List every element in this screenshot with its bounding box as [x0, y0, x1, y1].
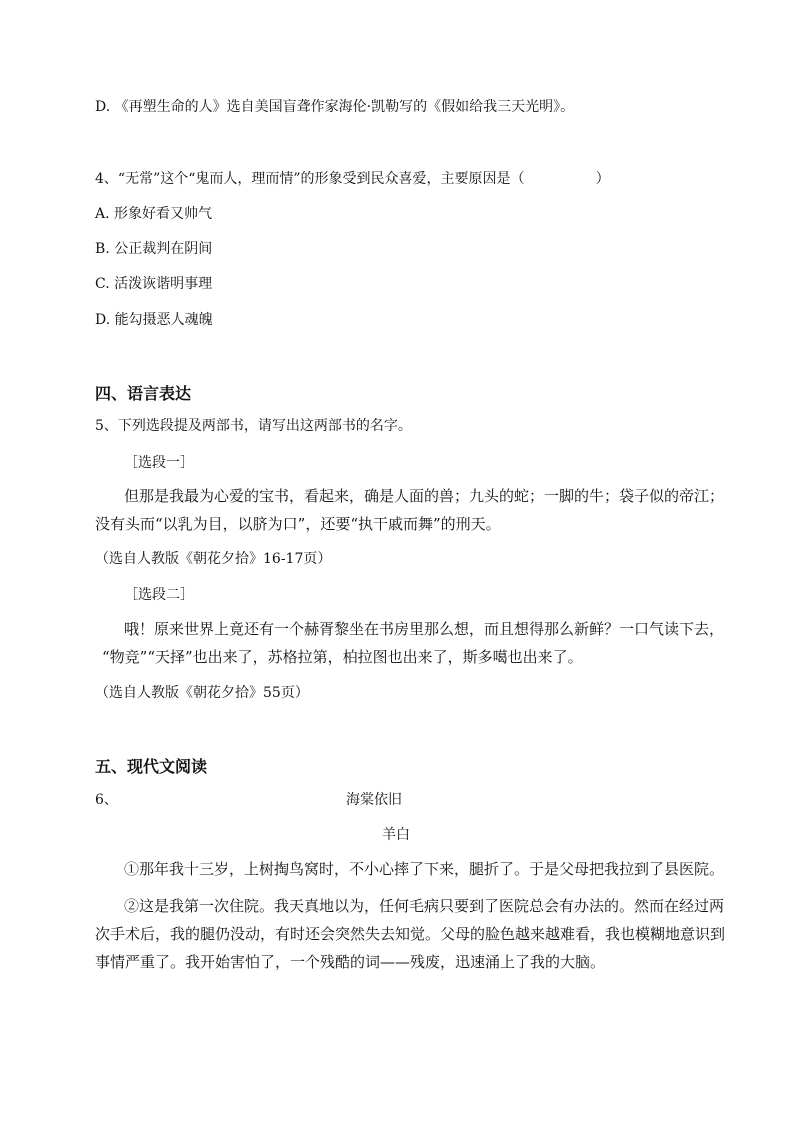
article-paragraph-1: ①那年我十三岁，上树掏鸟窝时，不小心摔了下来，腿折了。于是父母把我拉到了县医院。 [124, 860, 725, 878]
excerpt2-line2: “物竞”“天择”也出来了，苏格拉第，柏拉图也出来了，斯多噶也出来了。 [102, 648, 583, 666]
q4-option-d: D. 能勾摄恶人魂魄 [95, 312, 213, 328]
q6-number: 6、 [95, 792, 118, 808]
excerpt1-line2: 没有头而“以乳为目，以脐为口”，还要“执干戚而舞”的刑天。 [95, 515, 501, 533]
article-title: 海棠依旧 [346, 792, 402, 808]
q5-stem: 5、下列选段提及两部书，请写出这两部书的名字。 [95, 418, 412, 434]
excerpt2-source: （选自人教版《朝花夕拾》55页） [95, 685, 309, 701]
q4-option-c: C. 活泼诙谐明事理 [95, 276, 213, 292]
excerpt2-line1: 哦！原来世界上竟还有一个赫胥黎坐在书房里那么想，而且想得那么新鲜？一口气读下去， [124, 620, 725, 638]
q4-option-b: B. 公正裁判在阴间 [95, 241, 213, 257]
article-paragraph-2-line2: 次手术后，我的腿仍没动，有时还会突然失去知觉。父母的脸色越来越难看，我也模糊地意识到 [95, 925, 726, 943]
q4-option-a: A. 形象好看又帅气 [95, 206, 213, 222]
article-paragraph-2-line3: 事情严重了。我开始害怕了，一个残酷的词——残废，迅速涌上了我的大脑。 [95, 953, 606, 971]
excerpt1-label: ［选段一］ [124, 455, 194, 471]
q4-stem: 4、“无常”这个“鬼而人，理而情”的形象受到民众喜爱，主要原因是（ ） [95, 171, 610, 187]
section-heading-modern-reading: 五、现代文阅读 [95, 757, 208, 776]
article-paragraph-2-line1: ②这是我第一次住院。我天真地以为，任何毛病只要到了医院总会有办法的。然而在经过两 [124, 897, 725, 915]
section-heading-language-expression: 四、语言表达 [95, 384, 192, 403]
excerpt1-line1: 但那是我最为心爱的宝书，看起来，确是人面的兽；九头的蛇；一脚的牛；袋子似的帝江； [124, 487, 725, 505]
excerpt1-source: （选自人教版《朝花夕拾》16-17页） [95, 551, 332, 567]
excerpt2-label: ［选段二］ [124, 587, 194, 603]
q3-option-d: D. 《再塑生命的人》选自美国盲聋作家海伦·凯勒写的《假如给我三天光明》。 [95, 99, 575, 115]
article-author: 羊白 [382, 827, 410, 843]
